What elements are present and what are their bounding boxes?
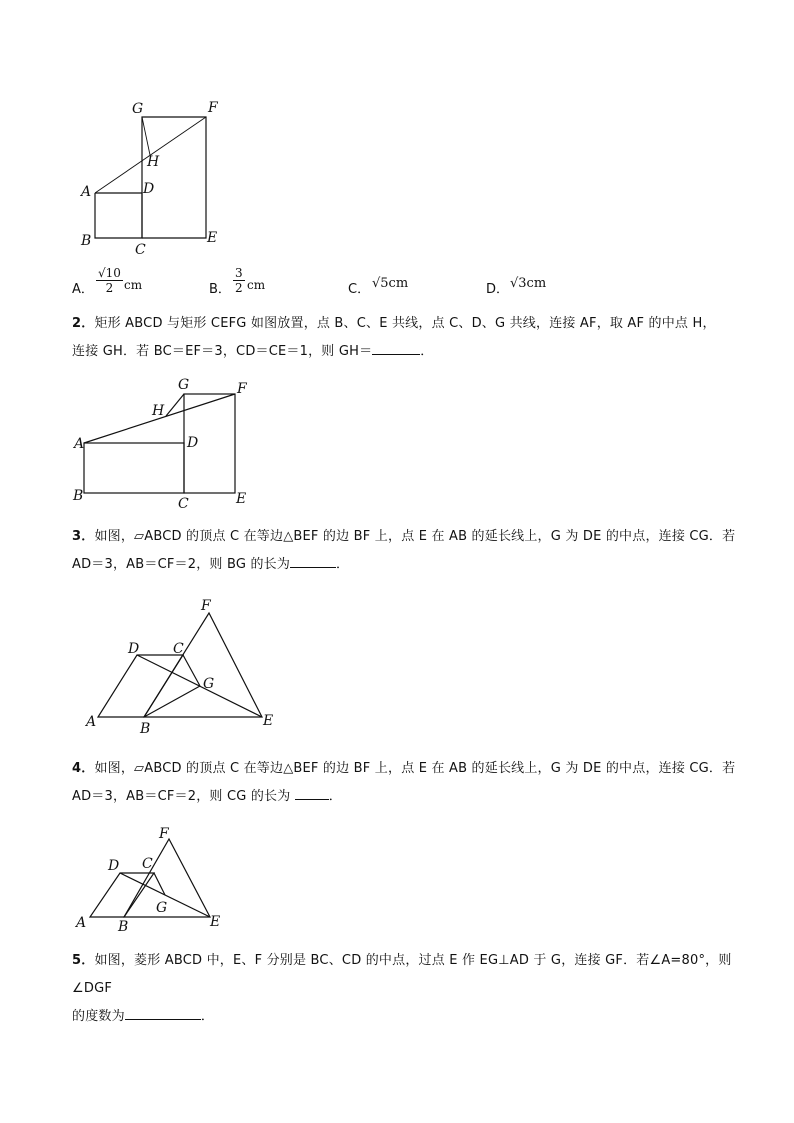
segment-gh — [142, 117, 150, 155]
label-g: G — [178, 377, 190, 393]
label-d: D — [187, 435, 199, 451]
triangle-bef — [144, 613, 262, 717]
question-2 — [72, 310, 742, 366]
question-2-line-1: 2．矩形 ABCD 与矩形 CEFG 如图放置，点 B、C、E 共线，点 C、D、G 共线，连接 AF，取 AF 的中点 H， — [72, 316, 716, 331]
label-b: B — [118, 919, 129, 935]
rect-abcd — [84, 443, 184, 493]
figure-3 — [82, 595, 282, 740]
label-a: A — [81, 184, 92, 200]
label-d: D — [143, 181, 155, 197]
segment-cg — [183, 655, 200, 686]
answer-blank[interactable] — [372, 340, 420, 355]
label-e: E — [263, 713, 274, 729]
figure-2 — [70, 375, 260, 510]
label-f: F — [237, 381, 247, 397]
figure-1 — [75, 98, 235, 258]
label-a: A — [86, 714, 97, 730]
question-2-line-2: 连接 GH．若 BC＝EF＝3，CD＝CE＝1，则 GH＝ ． — [72, 338, 742, 366]
segment-bg — [144, 686, 200, 717]
question-4-line-1: 4．如图，▱ABCD 的顶点 C 在等边△BEF 的边 BF 上，点 E 在 AB 的延长线上，G 为 DE 的中点，连接 CG．若 — [72, 761, 736, 776]
figure-4 — [72, 825, 232, 935]
question-4-line-2: AD＝3，AB＝CF＝2，则 CG 的长为 ． — [72, 783, 742, 811]
answer-blank[interactable] — [290, 553, 336, 568]
label-b: B — [73, 488, 84, 504]
label-e: E — [236, 491, 247, 507]
answer-blank[interactable] — [295, 785, 329, 800]
parallelogram-abcd — [98, 655, 183, 717]
question-3 — [72, 523, 742, 579]
label-d: D — [128, 641, 140, 657]
question-3-line-2: AD＝3，AB＝CF＝2，则 BG 的长为 ． — [72, 551, 742, 579]
option-a-fraction: $\frac{√10}{2}$ — [98, 266, 121, 295]
label-a: A — [76, 915, 87, 931]
label-g: G — [132, 101, 144, 117]
label-g: G — [156, 900, 168, 916]
label-c: C — [173, 641, 184, 657]
label-f: F — [208, 100, 218, 116]
label-c: C — [135, 242, 146, 258]
answer-options: A． $\frac{√10}{2}$ cm B． $\frac{3}{2}$ cm C． √5cm D． √3cm — [72, 266, 547, 297]
label-e: E — [207, 230, 218, 246]
question-3-line-1: 3．如图，▱ABCD 的顶点 C 在等边△BEF 的边 BF 上，点 E 在 AB 的延长线上，G 为 DE 的中点，连接 CG．若 — [72, 529, 736, 544]
label-f: F — [201, 598, 211, 614]
question-4 — [72, 755, 742, 811]
label-c: C — [178, 496, 189, 512]
label-h: H — [152, 403, 165, 419]
question-5-line-2: 的度数为 ． — [72, 1003, 742, 1031]
answer-blank[interactable] — [125, 1005, 201, 1020]
label-h: H — [147, 154, 160, 170]
label-b: B — [140, 721, 151, 737]
label-e: E — [210, 914, 221, 930]
option-b-fraction: $\frac{3}{2}$ — [235, 266, 243, 295]
label-b: B — [81, 233, 92, 249]
label-a: A — [74, 436, 85, 452]
question-5-line-1: 5．如图，菱形 ABCD 中，E、F 分别是 BC、CD 的中点，过点 E 作 EG⊥AD 于 G，连接 GF．若∠A=80°，则∠DGF — [72, 953, 732, 996]
label-f: F — [159, 826, 169, 842]
rect-cefg — [142, 117, 206, 238]
square-abcd — [95, 193, 142, 238]
label-g: G — [203, 676, 215, 692]
label-d: D — [108, 858, 120, 874]
parallelogram-abcd — [90, 873, 154, 917]
label-c: C — [142, 856, 153, 872]
segment-gh — [166, 394, 184, 416]
question-5 — [72, 947, 742, 1031]
